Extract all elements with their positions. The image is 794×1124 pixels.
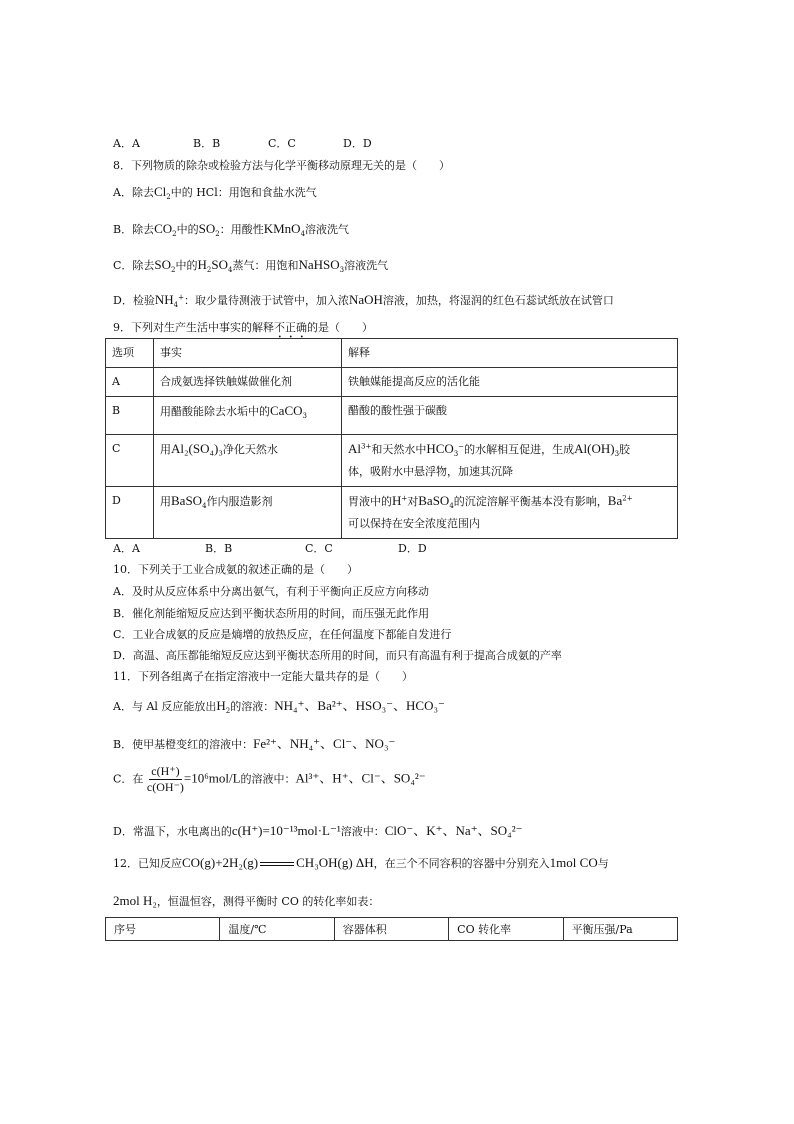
q8-stem: 8．下列物质的除杂或检验方法与化学平衡移动原理无关的是（ ）	[113, 159, 450, 172]
q9-option-c: C．C	[305, 542, 333, 555]
q8-option-a: A．除去$Cl_2$中的 HCl：用饱和食盐水洗气	[113, 184, 317, 202]
row-option: C	[106, 435, 154, 487]
q8-option-b: B．除去$CO_2$中的$SO_2$：用酸性KMnO$_4$溶液洗气	[113, 221, 350, 239]
row-fact: 用醋酸能除去水垢中的CaCO$_3$	[154, 397, 342, 435]
q9-stem: 9．下列对生产生活中事实的解释不正确的是（ ）	[113, 321, 373, 334]
q7-option-c: C．C	[268, 137, 296, 150]
q11-option-b: B．使甲基橙变红的溶液中：Fe²⁺、NH₄⁺、Cl⁻、NO₃⁻	[113, 736, 396, 751]
header-option: 选项	[106, 339, 154, 368]
q10-option-c: C．工业合成氨的反应是熵增的放热反应，在任何温度下都能自发进行	[113, 628, 452, 641]
row-explanation: $Al^{3+}$和天然水中$HCO_3^-$的水解相互促进，生成$Al(OH)_3$胶 体，吸附水中悬浮物，加速其沉降	[342, 435, 678, 487]
table-row	[106, 487, 678, 539]
header-volume: 容器体积	[334, 918, 448, 941]
header-index: 序号	[106, 918, 220, 941]
row-fact: 合成氨选择铁触媒做催化剂	[154, 368, 342, 397]
row-option: A	[106, 368, 154, 397]
q10-option-b: B．催化剂能缩短反应达到平衡状态所用的时间，而压强无此作用	[113, 607, 430, 620]
q9-option-d: D．D	[398, 542, 427, 555]
row-explanation: 醋酸的酸性强于碳酸	[342, 397, 678, 435]
q8-option-d: D．检验$NH_4^+$：取少量待测液于试管中，加入浓NaOH溶液，加热，将湿润的红色石蕊试纸放在试管口	[113, 292, 614, 310]
q9-table	[105, 338, 678, 539]
row-option: D	[106, 487, 154, 539]
q7-option-d: D．D	[343, 137, 372, 150]
row-explanation: 铁触媒能提高反应的活化能	[342, 368, 678, 397]
table-row	[106, 397, 678, 435]
header-pressure: 平衡压强/Pa	[563, 918, 677, 941]
q12-stem-line2: 2mol H₂，恒温恒容，测得平衡时 CO 的转化率如表：	[113, 893, 380, 908]
q9-emphasis: 不正确	[274, 321, 307, 334]
q9-option-a: A．A	[113, 542, 140, 555]
table-header-row	[106, 918, 678, 941]
row-explanation: 胃液中的H+对BaSO$_4$的沉淀溶解平衡基本没有影响，$Ba^{2+}$ 可以保持在安全浓度范围内	[342, 487, 678, 539]
header-conversion: CO 转化率	[449, 918, 563, 941]
q10-option-a: A．及时从反应体系中分离出氨气，有利于平衡向正反应方向移动	[113, 585, 429, 598]
row-fact: 用Al₂(SO₄)₃净化天然水	[154, 435, 342, 487]
q8-option-c: C．除去$SO_2$中的$H_2SO_4$蒸气：用饱和NaHSO$_3$溶液洗气	[113, 257, 389, 275]
q7-option-a: A．A	[113, 137, 140, 150]
concentration-ratio: $\frac{c(H^+)}{c(OH^-)}$	[146, 764, 184, 794]
table-row	[106, 435, 678, 487]
equilibrium-arrow-icon	[260, 862, 294, 866]
q10-option-d: D．高温、高压都能缩短反应达到平衡状态所用的时间，而只有高温有利于提高合成氨的产率	[113, 649, 562, 662]
header-explanation: 解释	[342, 339, 678, 368]
q9-options	[113, 540, 427, 556]
row-fact: 用BaSO$_4$作内服造影剂	[154, 487, 342, 539]
table-row	[106, 368, 678, 397]
q9-option-b: B．B	[205, 542, 233, 555]
q11-stem: 11．下列各组离子在指定溶液中一定能大量共存的是（ ）	[113, 670, 413, 683]
q7-options	[113, 135, 372, 151]
header-temperature: 温度/℃	[220, 918, 334, 941]
table-header-row	[106, 339, 678, 368]
q7-option-b: B．B	[193, 137, 221, 150]
q12-table	[105, 917, 678, 941]
q11-option-a: A．与 Al 反应能放出$H_2$的溶液：NH₄⁺、Ba²⁺、HSO₃⁻、HCO₃⁻	[113, 698, 445, 716]
q10-stem: 10．下列关于工业合成氨的叙述正确的是（ ）	[113, 563, 358, 576]
q11-option-d: D．常温下，水电离出的c(H⁺)=10⁻¹³mol·L⁻¹溶液中：ClO⁻、K⁺、Na⁺、SO₄²⁻	[113, 823, 523, 838]
q11-option-c: C．在 $\frac{c(H^+)}{c(OH^-)}$ =10⁶mol/L的溶液中：Al³⁺、H⁺、Cl⁻、SO₄²⁻	[113, 764, 426, 794]
row-option: B	[106, 397, 154, 435]
q12-stem: 12．已知反应CO(g)+2H₂(g) CH₃OH(g) ΔH，在三个不同容积的容器中分别充入1mol CO与	[113, 855, 609, 870]
header-fact: 事实	[154, 339, 342, 368]
